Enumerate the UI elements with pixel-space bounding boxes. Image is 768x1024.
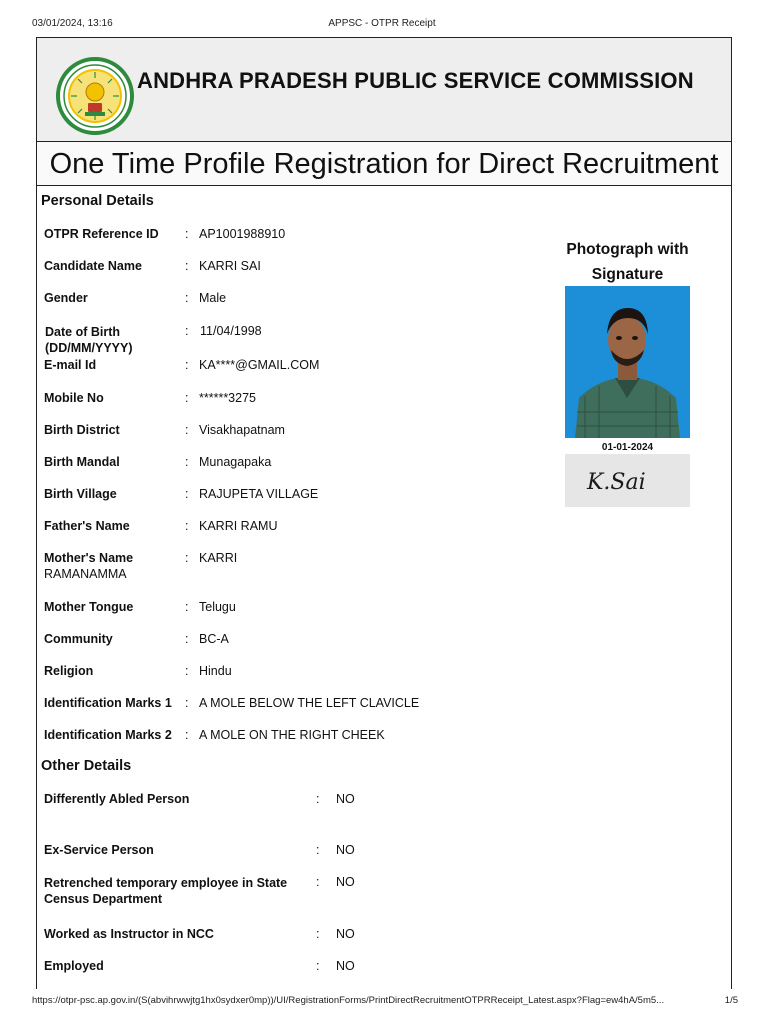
field-label: Candidate Name [44,259,142,273]
field-separator: : [316,959,320,973]
field-label-line1: Retrenched temporary employee in State [44,876,288,890]
field-label-line2: (DD/MM/YYYY) [45,341,133,355]
field-label: Gender [44,291,88,305]
field-separator: : [316,927,320,941]
field-value: Munagapaka [199,455,272,469]
field-value: KA****@GMAIL.COM [199,358,320,372]
field-separator: : [185,455,189,469]
field-label: Ex-Service Person [44,843,154,857]
candidate-signature [565,454,690,507]
field-separator: : [185,551,189,565]
field-label: OTPR Reference ID [44,227,159,241]
field-value: KARRI SAI [199,259,261,273]
field-separator: : [185,728,189,742]
print-url: https://otpr-psc.ap.gov.in/(S(abvihrwwjtg1hx0sydxer0mp))/UI/RegistrationForms/PrintDirectRecruitmentOTPRReceipt_Latest.aspx?Flag=ew4hA/5m5... [32,995,665,1006]
field-label: Mother's Name [44,551,134,565]
field-separator: : [185,358,189,372]
field-separator: : [185,600,189,614]
field-separator: : [185,696,189,710]
field-value: NO [336,959,355,973]
field-separator: : [185,664,189,678]
field-value: Hindu [199,664,232,678]
photo-title-line2: Signature [591,266,664,283]
other-details-heading: Other Details [41,758,132,774]
field-separator: : [185,227,189,241]
photo-date: 01-01-2024 [601,442,654,453]
field-value: A MOLE BELOW THE LEFT CLAVICLE [199,696,420,710]
field-value: A MOLE ON THE RIGHT CHEEK [199,728,385,742]
field-label-line1: Date of Birth [45,325,120,339]
commission-banner [37,38,731,142]
field-value: ******3275 [199,391,256,405]
field-separator: : [185,632,189,646]
field-separator: : [185,519,189,533]
field-separator: : [185,391,189,405]
field-label: Birth Village [44,487,117,501]
field-label: Employed [44,959,104,973]
commission-name: ANDHRA PRADESH PUBLIC SERVICE COMMISSION [137,68,694,93]
appsc-emblem-icon [55,56,135,136]
field-value-wrap: RAMANAMMA [44,567,127,581]
field-value: NO [336,843,355,857]
field-label: Birth Mandal [44,455,120,469]
field-value: Telugu [199,600,236,614]
field-separator: : [185,259,189,273]
field-label: Community [44,632,113,646]
photo-title-line1: Photograph with [566,241,689,258]
field-separator: : [185,487,189,501]
field-separator: : [316,792,320,806]
personal-details-heading: Personal Details [41,193,154,209]
field-label-line2: Census Department [44,892,163,906]
field-separator: : [185,423,189,437]
print-footer [32,995,738,1009]
signature-text: K.Sai [587,470,646,495]
field-label: Mother Tongue [44,600,134,614]
field-value: KARRI RAMU [199,519,278,533]
field-label: Differently Abled Person [44,792,190,806]
field-label [44,875,287,907]
field-value: NO [336,792,355,806]
field-value: NO [336,875,355,889]
print-page-title: APPSC - OTPR Receipt [328,18,436,29]
print-header [32,18,732,32]
field-separator: : [185,324,189,338]
field-label: Worked as Instructor in NCC [44,927,214,941]
field-label: Identification Marks 1 [44,696,172,710]
field-separator: : [316,843,320,857]
field-label: Mobile No [44,391,104,405]
field-separator: : [316,875,320,889]
field-value: KARRI [199,551,238,565]
photo-title [550,237,705,287]
field-separator: : [185,291,189,305]
print-datetime: 03/01/2024, 13:16 [32,18,113,29]
form-title: One Time Profile Registration for Direct Recruitment [49,148,719,180]
field-label [45,324,133,356]
field-value: 11/04/1998 [200,324,262,338]
field-label: Religion [44,664,94,678]
field-value: BC-A [199,632,229,646]
field-value: RAJUPETA VILLAGE [199,487,319,501]
print-page-number: 1/5 [724,995,738,1006]
field-value: Visakhapatnam [199,423,285,437]
candidate-photograph [565,286,690,438]
signature-image [565,454,690,507]
field-value: NO [336,927,355,941]
field-mothers-name [44,551,304,585]
field-value: AP1001988910 [199,227,286,241]
field-label: Father's Name [44,519,130,533]
field-label: E-mail Id [44,358,97,372]
field-label: Identification Marks 2 [44,728,172,742]
field-label: Birth District [44,423,120,437]
field-value: Male [199,291,227,305]
form-title-bar [37,142,731,186]
